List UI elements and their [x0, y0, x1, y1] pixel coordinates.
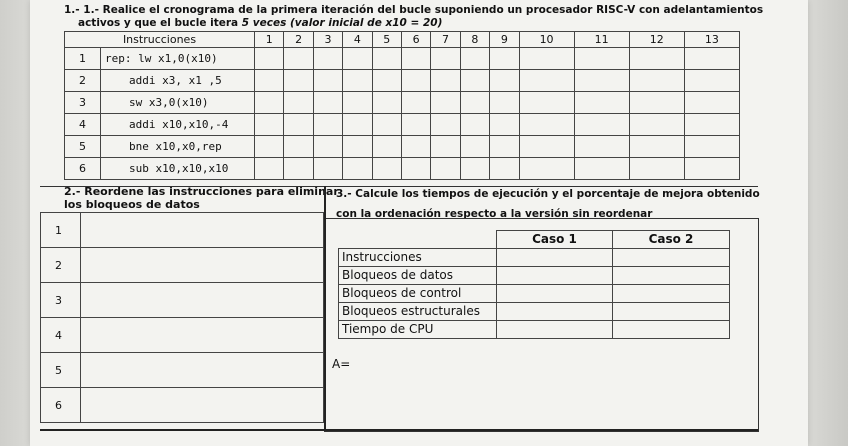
cycle-cell[interactable]: [401, 158, 430, 180]
cycle-header: 4: [343, 32, 372, 48]
cycle-cell[interactable]: [372, 114, 401, 136]
reorder-table: [40, 212, 324, 423]
cycle-cell[interactable]: [574, 92, 629, 114]
cycle-cell[interactable]: [684, 158, 739, 180]
cycle-cell[interactable]: [519, 158, 574, 180]
cycle-cell[interactable]: [313, 158, 342, 180]
cycle-cell[interactable]: [684, 70, 739, 92]
cycle-cell[interactable]: [629, 48, 684, 70]
cycle-cell[interactable]: [284, 92, 313, 114]
cycle-cell[interactable]: [490, 114, 519, 136]
cycle-cell[interactable]: [372, 92, 401, 114]
cycle-cell[interactable]: [284, 158, 313, 180]
cycle-header: 7: [431, 32, 460, 48]
row-number: 2: [65, 70, 101, 92]
cycle-cell[interactable]: [574, 48, 629, 70]
cycle-cell[interactable]: [460, 48, 489, 70]
instruction-cell: addi x10,x10,-4: [101, 114, 255, 136]
reorder-answer-cell[interactable]: [81, 283, 324, 318]
cycle-cell[interactable]: [519, 136, 574, 158]
cycle-cell[interactable]: [629, 114, 684, 136]
q1-title-line1: 1.- 1.- Realice el cronograma de la primera iteración del bucle suponiendo un procesador RISC-V con adelantamientos: [64, 4, 764, 16]
cycle-cell[interactable]: [284, 48, 313, 70]
row-number: 6: [65, 158, 101, 180]
reorder-number: 2: [41, 248, 81, 283]
cycle-cell[interactable]: [519, 70, 574, 92]
cycle-cell[interactable]: [431, 114, 460, 136]
instruction-cell: sub x10,x10,x10: [101, 158, 255, 180]
cycle-cell[interactable]: [343, 136, 372, 158]
cycle-cell[interactable]: [431, 48, 460, 70]
schedule-row: [65, 92, 740, 114]
row-number: 3: [65, 92, 101, 114]
cycle-cell[interactable]: [431, 92, 460, 114]
cycle-header: 12: [629, 32, 684, 48]
cycle-cell[interactable]: [684, 114, 739, 136]
cycle-cell[interactable]: [343, 114, 372, 136]
reorder-row: [41, 213, 324, 248]
instruction-cell: sw x3,0(x10): [101, 92, 255, 114]
q3-box: [324, 218, 759, 432]
schedule-table: [64, 31, 740, 180]
cycle-cell[interactable]: [460, 70, 489, 92]
section-divider: [40, 186, 758, 187]
cycle-cell[interactable]: [519, 92, 574, 114]
cycle-cell[interactable]: [490, 48, 519, 70]
bottom-border: [40, 429, 758, 431]
cycle-cell[interactable]: [255, 70, 284, 92]
cycle-cell[interactable]: [629, 70, 684, 92]
cycle-cell[interactable]: [401, 92, 430, 114]
instruction-cell: addi x3, x1 ,5: [101, 70, 255, 92]
case2-header: Caso 2: [613, 231, 730, 249]
cycle-cell[interactable]: [284, 136, 313, 158]
schedule-row: [65, 70, 740, 92]
cycle-cell[interactable]: [343, 158, 372, 180]
column-divider: [324, 186, 326, 430]
cycle-cell[interactable]: [574, 158, 629, 180]
cycle-cell[interactable]: [460, 114, 489, 136]
cycle-cell[interactable]: [401, 48, 430, 70]
timing-row-label: Tiempo de CPU: [339, 320, 497, 338]
cycle-header: 8: [460, 32, 489, 48]
q3-title-line1: 3.- Calcule los tiempos de ejecución y el porcentaje de mejora obtenido: [336, 188, 760, 200]
instruction-cell: bne x10,x0,rep: [101, 136, 255, 158]
cycle-header: 10: [519, 32, 574, 48]
cycle-cell[interactable]: [343, 92, 372, 114]
cycle-cell[interactable]: [255, 92, 284, 114]
reorder-row: [41, 318, 324, 353]
row-number: 1: [65, 48, 101, 70]
cycle-cell[interactable]: [431, 70, 460, 92]
cycle-header: 5: [372, 32, 401, 48]
cycle-cell[interactable]: [372, 158, 401, 180]
cycle-cell[interactable]: [372, 70, 401, 92]
cycle-cell[interactable]: [401, 70, 430, 92]
cycle-cell[interactable]: [343, 48, 372, 70]
cycle-cell[interactable]: [255, 136, 284, 158]
cycle-cell[interactable]: [255, 158, 284, 180]
cycle-cell[interactable]: [629, 136, 684, 158]
row-number: 5: [65, 136, 101, 158]
timing-row-label: Bloqueos de datos: [339, 266, 497, 284]
reorder-number: 1: [41, 213, 81, 248]
cycle-cell[interactable]: [574, 114, 629, 136]
reorder-row: [41, 283, 324, 318]
reorder-row: [41, 353, 324, 388]
timing-row-label: Bloqueos de control: [339, 284, 497, 302]
reorder-answer-cell[interactable]: [81, 388, 324, 423]
cycle-cell[interactable]: [684, 48, 739, 70]
schedule-row: [65, 48, 740, 70]
reorder-number: 3: [41, 283, 81, 318]
reorder-answer-cell[interactable]: [81, 353, 324, 388]
cycle-cell[interactable]: [684, 136, 739, 158]
reorder-number: 4: [41, 318, 81, 353]
cycle-header: 9: [490, 32, 519, 48]
cycle-header: 6: [401, 32, 430, 48]
cycle-cell[interactable]: [490, 92, 519, 114]
cycle-cell[interactable]: [343, 70, 372, 92]
cycle-cell[interactable]: [255, 48, 284, 70]
cycle-cell[interactable]: [460, 136, 489, 158]
cycle-cell[interactable]: [313, 48, 342, 70]
cycle-cell[interactable]: [629, 158, 684, 180]
reorder-number: 5: [41, 353, 81, 388]
q3-title-line2: con la ordenación respecto a la versión sin reordenar: [336, 208, 653, 220]
cycle-cell[interactable]: [490, 70, 519, 92]
schedule-row: [65, 158, 740, 180]
cycle-cell[interactable]: [519, 114, 574, 136]
cycle-cell[interactable]: [401, 136, 430, 158]
reorder-row: [41, 248, 324, 283]
row-number: 4: [65, 114, 101, 136]
q1-title-line2: activos y que el bucle itera 5 veces (valor inicial de x10 = 20): [78, 17, 443, 29]
cycle-header: 2: [284, 32, 313, 48]
cycle-cell[interactable]: [460, 158, 489, 180]
reorder-row: [41, 388, 324, 423]
cycle-cell[interactable]: [684, 92, 739, 114]
instruction-cell: rep: lw x1,0(x10): [101, 48, 255, 70]
cycle-header: 1: [255, 32, 284, 48]
cycle-header: 13: [684, 32, 739, 48]
cycle-cell[interactable]: [372, 48, 401, 70]
q2-title-line1: 2.- Reordene las instrucciones para eliminar: [64, 185, 339, 198]
instructions-header: Instrucciones: [65, 32, 255, 48]
cycle-cell[interactable]: [460, 92, 489, 114]
cycle-cell[interactable]: [313, 114, 342, 136]
cycle-cell[interactable]: [431, 136, 460, 158]
cycle-cell[interactable]: [284, 70, 313, 92]
cycle-cell[interactable]: [490, 158, 519, 180]
cycle-header: 3: [313, 32, 342, 48]
timing-row-label: Bloqueos estructurales: [339, 302, 497, 320]
schedule-row: [65, 136, 740, 158]
cycle-cell[interactable]: [372, 136, 401, 158]
reorder-answer-cell[interactable]: [81, 248, 324, 283]
cycle-cell[interactable]: [284, 114, 313, 136]
answer-label: A=: [332, 357, 351, 371]
cycle-cell[interactable]: [574, 70, 629, 92]
q2-title-line2: los bloqueos de datos: [64, 198, 200, 211]
reorder-number: 6: [41, 388, 81, 423]
cycle-cell[interactable]: [574, 136, 629, 158]
case1-header: Caso 1: [497, 231, 613, 249]
cycle-cell[interactable]: [313, 92, 342, 114]
cycle-cell[interactable]: [490, 136, 519, 158]
timing-row-label: Instrucciones: [339, 248, 497, 266]
cycle-cell[interactable]: [255, 114, 284, 136]
cycle-cell[interactable]: [313, 136, 342, 158]
cycle-cell[interactable]: [629, 92, 684, 114]
cycle-cell[interactable]: [519, 48, 574, 70]
cycle-cell[interactable]: [431, 158, 460, 180]
cycle-cell[interactable]: [401, 114, 430, 136]
cycle-header: 11: [574, 32, 629, 48]
reorder-answer-cell[interactable]: [81, 213, 324, 248]
cycle-cell[interactable]: [313, 70, 342, 92]
reorder-answer-cell[interactable]: [81, 318, 324, 353]
schedule-row: [65, 114, 740, 136]
